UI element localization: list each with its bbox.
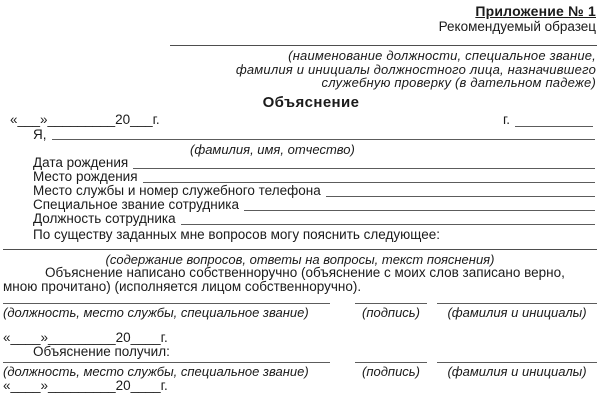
personal-fields	[33, 156, 595, 226]
signature-date-blank: «____»_________20____г.	[3, 330, 168, 345]
handwritten-note	[3, 266, 597, 294]
handwritten-note-line: мною прочитано) (исполняется лицом собственноручно).	[3, 279, 362, 294]
field-label: Место рождения	[33, 169, 138, 184]
declarant-blank-line	[52, 127, 596, 140]
signature-blank-line	[355, 362, 427, 363]
name-blank-line	[437, 362, 597, 363]
signature-block-2-lines	[3, 362, 597, 363]
city-label: г.	[502, 112, 510, 127]
signature-block-2-captions	[3, 364, 597, 379]
field-blank-line	[326, 184, 595, 197]
position-blank-line	[3, 362, 330, 363]
city-field	[503, 112, 593, 127]
field-row	[33, 170, 595, 184]
date-blank: «___»_________20___г.	[10, 112, 160, 127]
signature-block-1-captions	[3, 305, 597, 320]
signature-caption: (подпись)	[362, 305, 420, 320]
position-caption: (должность, место службы, специальное звание)	[3, 305, 309, 320]
position-blank-line	[3, 303, 330, 304]
declarant-row	[33, 127, 595, 142]
field-blank-line	[181, 212, 595, 225]
addressee-caption	[236, 49, 596, 90]
signature-block-1-lines	[3, 303, 597, 304]
document-title: Объяснение	[262, 94, 360, 111]
field-row	[33, 156, 595, 170]
addressee-caption-line: служебную проверку (в дательном падеже)	[321, 75, 596, 90]
addressee-caption-line: фамилия и инициалы должностного лица, назначившего	[235, 61, 596, 77]
field-label: Специальное звание сотрудника	[33, 197, 239, 212]
field-blank-line	[244, 198, 595, 211]
addressee-blank-rule	[170, 45, 597, 46]
field-blank-line	[133, 156, 595, 169]
name-caption: (фамилия и инициалы)	[447, 364, 587, 379]
sample-label: Рекомендуемый образец	[438, 19, 596, 34]
received-label: Объяснение получил:	[33, 344, 170, 359]
date-city-row	[10, 112, 593, 127]
addressee-caption-line: (наименование должности, специальное звание,	[288, 48, 596, 63]
final-date-blank: «____»_________20____г.	[3, 378, 168, 393]
name-blank-line	[437, 303, 597, 304]
field-row	[33, 198, 595, 212]
statement-content-caption: (содержание вопросов, ответы на вопросы, текст пояснения)	[105, 252, 495, 267]
city-blank-line	[515, 113, 593, 127]
field-label: Должность сотрудника	[33, 211, 176, 226]
declarant-prefix: Я,	[33, 127, 47, 142]
handwritten-note-line: Объяснение написано собственноручно (объяснение с моих слов записано верно,	[45, 265, 565, 280]
signature-caption: (подпись)	[362, 364, 420, 379]
signature-blank-line	[355, 303, 427, 304]
appendix-label: Приложение № 1	[475, 3, 596, 19]
field-label: Место службы и номер служебного телефона	[33, 183, 321, 198]
field-row	[33, 212, 595, 226]
statement-intro: По существу заданных мне вопросов могу пояснить следующее:	[33, 227, 440, 242]
field-label: Дата рождения	[33, 155, 129, 170]
field-blank-line	[143, 170, 595, 183]
field-row	[33, 184, 595, 198]
position-caption: (должность, место службы, специальное звание)	[3, 364, 309, 379]
fio-caption: (фамилия, имя, отчество)	[190, 142, 355, 157]
statement-blank-rule	[3, 249, 597, 250]
name-caption: (фамилия и инициалы)	[447, 305, 587, 320]
